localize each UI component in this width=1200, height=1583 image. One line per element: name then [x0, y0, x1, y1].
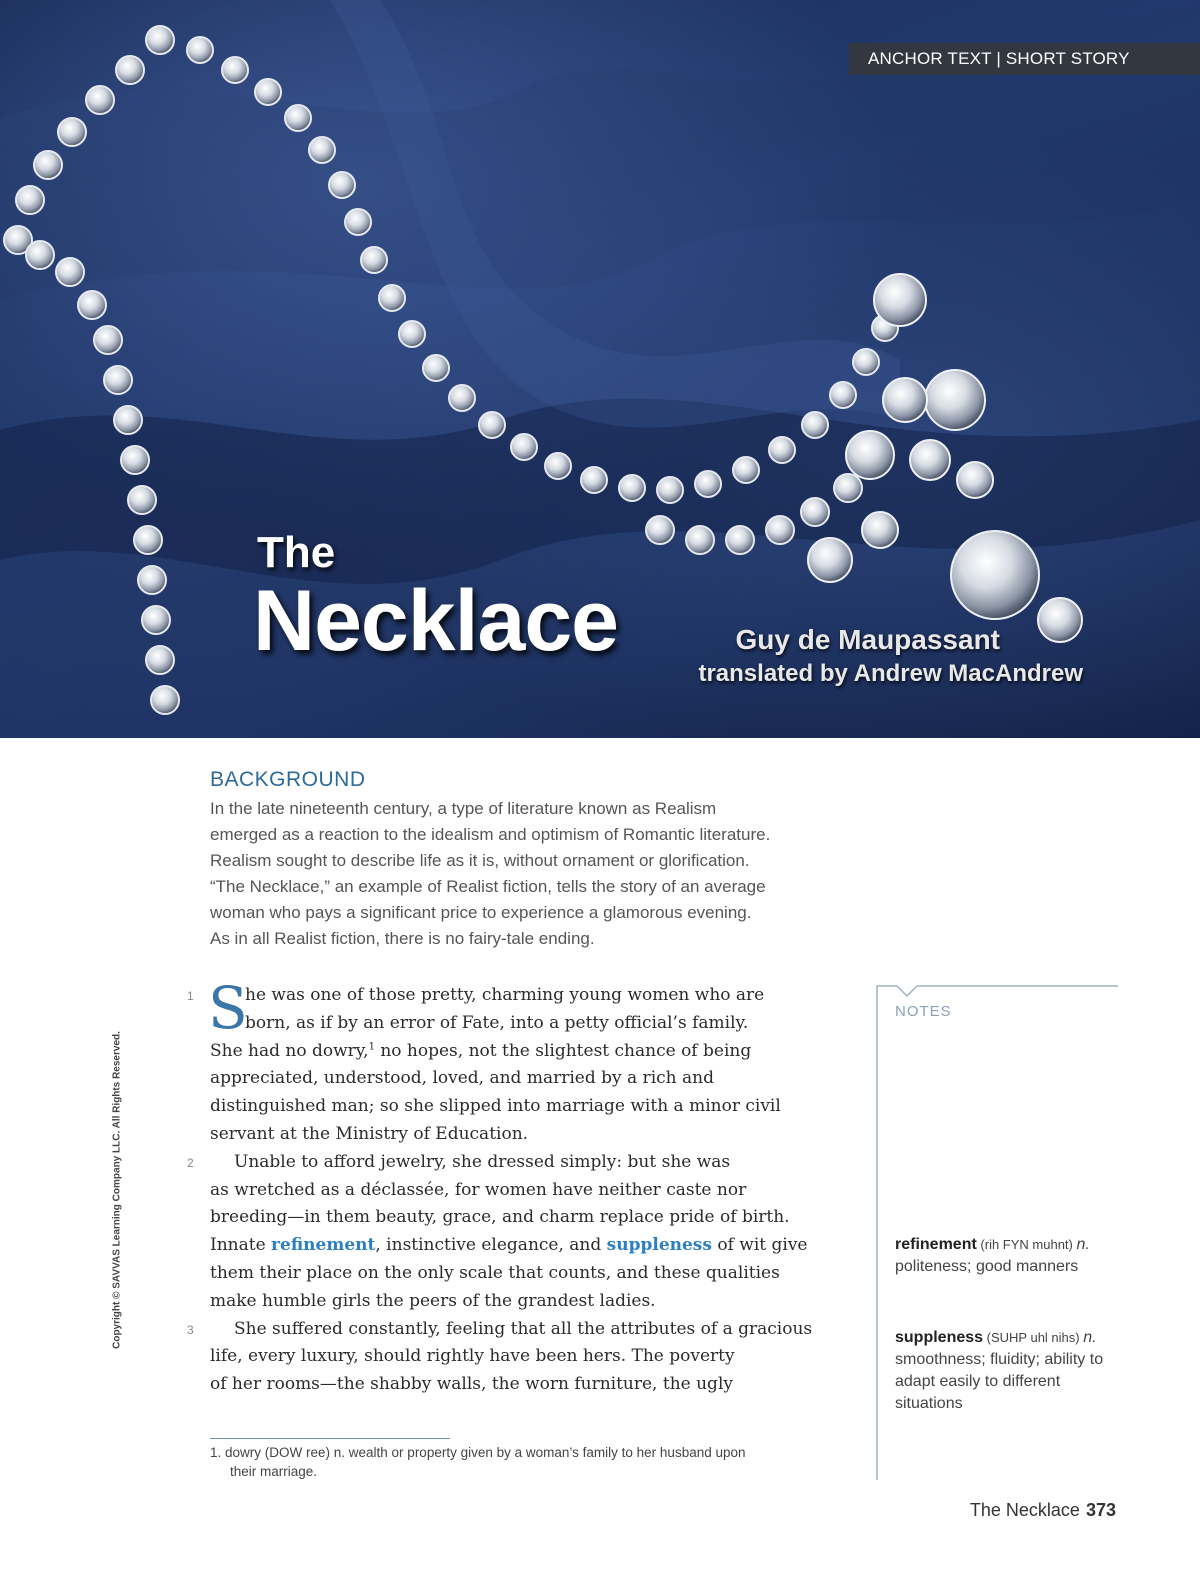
- copyright-notice: Copyright © SAVVAS Learning Company LLC. All Rights Reserved.: [111, 1031, 123, 1349]
- story-line: distinguished man; so she slipped into marriage with a minor civil: [210, 1096, 781, 1117]
- paragraph-number: 2: [187, 1156, 194, 1170]
- footnote: [210, 1443, 860, 1481]
- vocab-pronunciation: (SUHP uhl nihs): [983, 1330, 1084, 1345]
- story-text-run: of wit give: [711, 1235, 808, 1256]
- story-text-run: no hopes, not the slightest chance of being: [374, 1040, 752, 1061]
- vocab-definition: smoothness; fluidity; ability to adapt easily to different situations: [895, 1351, 1104, 1412]
- story-line: them their place on the only scale that counts, and these qualities: [210, 1262, 780, 1283]
- background-line: emerged as a reaction to the idealism and optimism of Romantic literature.: [210, 825, 771, 844]
- paragraph-number: 1: [187, 989, 194, 1003]
- story-line: [210, 1232, 860, 1260]
- page-number: 373: [1085, 1500, 1116, 1520]
- hero-image: [0, 0, 1200, 738]
- footnote-divider: [210, 1438, 450, 1439]
- story-text-run: She had no dowry,: [210, 1040, 369, 1061]
- vocab-term: suppleness: [895, 1329, 984, 1346]
- background-text: [210, 796, 860, 952]
- section-label: ANCHOR TEXT | SHORT STORY: [849, 43, 1200, 75]
- vocab-pronunciation: (rih FYN muhnt): [976, 1237, 1077, 1252]
- vocab-entry-suppleness: [895, 1327, 1120, 1415]
- drop-cap: S: [208, 974, 248, 1042]
- story-line: life, every luxury, should rightly have been hers. The poverty: [210, 1346, 735, 1367]
- background-line: “The Necklace,” an example of Realist fiction, tells the story of an average: [210, 877, 766, 896]
- story-line: She suffered constantly, feeling that all the attributes of a gracious: [234, 1318, 813, 1339]
- page-title: Necklace: [253, 573, 618, 669]
- vocab-part-of-speech: n.: [1076, 1236, 1090, 1253]
- story-line: he was one of those pretty, charming young women who are: [245, 985, 765, 1005]
- vocab-link-refinement[interactable]: refinement: [271, 1235, 376, 1256]
- vocab-entry-refinement: [895, 1234, 1120, 1278]
- page-footer: [970, 1500, 1116, 1521]
- footnote-line: 1. dowry (DOW ree) n. wealth or property given by a woman’s family to her husband upon: [210, 1445, 746, 1460]
- story-line: born, as if by an error of Fate, into a petty official’s family.: [245, 1012, 749, 1033]
- vocab-definition: politeness; good manners: [895, 1258, 1079, 1275]
- story-line: servant at the Ministry of Education.: [210, 1123, 529, 1144]
- translator-credit: translated by Andrew MacAndrew: [698, 660, 1083, 687]
- background-line: In the late nineteenth century, a type of literature known as Realism: [210, 799, 717, 818]
- vocab-term: refinement: [895, 1236, 977, 1253]
- paragraph-number: 3: [187, 1323, 194, 1337]
- author-name: Guy de Maupassant: [735, 624, 1000, 655]
- story-line: Unable to afford jewelry, she dressed simply: but she was: [234, 1151, 731, 1172]
- vocab-link-suppleness[interactable]: suppleness: [606, 1235, 712, 1256]
- story-text: [210, 982, 860, 1399]
- background-line: woman who pays a significant price to experience a glamorous evening.: [210, 903, 752, 922]
- footnote-ref[interactable]: 1: [368, 1040, 375, 1052]
- background-line: Realism sought to describe life as it is, without ornament or glorification.: [210, 851, 750, 870]
- story-line: appreciated, understood, loved, and married by a rich and: [210, 1068, 714, 1089]
- story-line: breeding—in them beauty, grace, and charm replace pride of birth.: [210, 1207, 790, 1228]
- story-text-run: , instinctive elegance, and: [375, 1235, 607, 1256]
- story-line: of her rooms—the shabby walls, the worn furniture, the ugly: [210, 1374, 733, 1395]
- notes-heading: NOTES: [895, 1003, 952, 1020]
- background-line: As in all Realist fiction, there is no fairy-tale ending.: [210, 929, 595, 948]
- background-heading: BACKGROUND: [210, 768, 366, 791]
- story-line: as wretched as a déclassée, for women have neither caste nor: [210, 1179, 747, 1200]
- title-the: The: [257, 528, 336, 577]
- story-line: make humble girls the peers of the grandest ladies.: [210, 1290, 656, 1311]
- story-line: [210, 1038, 860, 1066]
- story-text-run: Innate: [210, 1235, 272, 1256]
- vocab-part-of-speech: n.: [1083, 1329, 1097, 1346]
- footer-title: The Necklace: [969, 1500, 1080, 1520]
- footnote-line: their marriage.: [230, 1464, 318, 1479]
